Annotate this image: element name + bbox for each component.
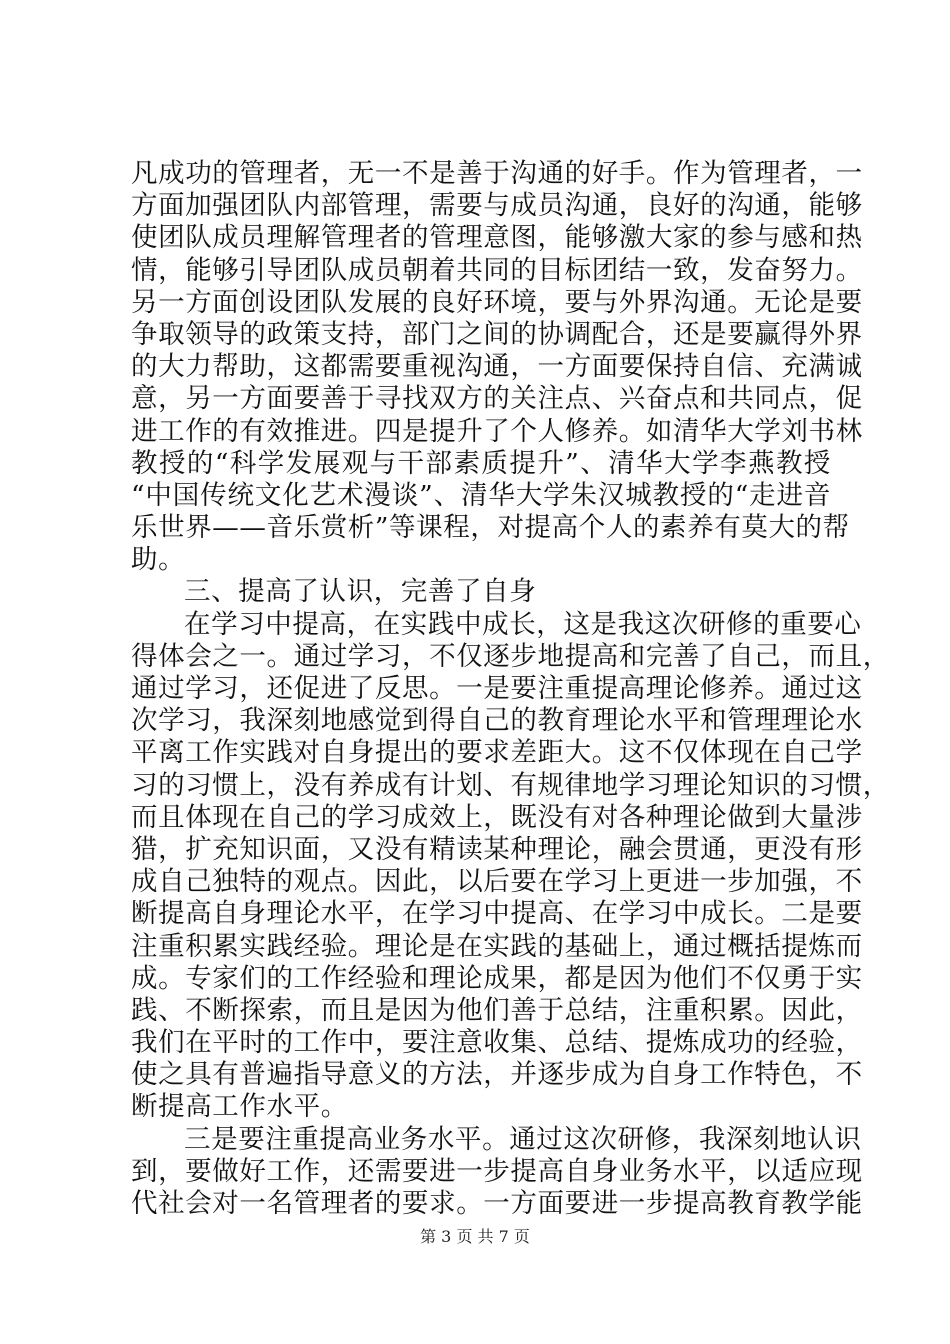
text-line: 的大力帮助，这都需要重视沟通，一方面要保持自信、充满诚 — [131, 351, 863, 383]
text-line: 断提高自身理论水平，在学习中提高、在学习中成长。二是要 — [131, 898, 863, 930]
text-line: 方面加强团队内部管理，需要与成员沟通，良好的沟通，能够 — [131, 190, 863, 222]
text-line: 助。 — [131, 544, 186, 576]
text-line: 乐世界——音乐赏析”等课程，对提高个人的素养有莫大的帮 — [131, 512, 850, 544]
text-line: 凡成功的管理者，无一不是善于沟通的好手。作为管理者，一 — [131, 158, 863, 189]
text-line: 到，要做好工作，还需要进一步提高自身业务水平，以适应现 — [131, 1155, 863, 1187]
text-line: 使之具有普遍指导意义的方法，并逐步成为自身工作特色，不 — [131, 1059, 863, 1091]
text-line: “中国传统文化艺术漫谈”、清华大学朱汉城教授的“走进音 — [131, 479, 831, 511]
text-line: 情，能够引导团队成员朝着共同的目标团结一致，发奋努力。 — [131, 254, 863, 286]
text-line: 三是要注重提高业务水平。通过这次研修，我深刻地认识 — [184, 1123, 862, 1155]
text-line: 猎，扩充知识面，又没有精读某种理论，融会贯通，更没有形 — [131, 833, 863, 865]
text-line: 意，另一方面要善于寻找双方的关注点、兴奋点和共同点，促 — [131, 383, 863, 415]
text-line: 使团队成员理解管理者的管理意图，能够激大家的参与感和热 — [131, 222, 863, 254]
text-line: 争取领导的政策支持，部门之间的协调配合，还是要赢得外界 — [131, 318, 863, 350]
text-line: 习的习惯上，没有养成有计划、有规律地学习理论知识的习惯， — [131, 769, 890, 801]
text-line: 成自己独特的观点。因此，以后要在学习上更进一步加强，不 — [131, 866, 863, 898]
text-line: 我们在平时的工作中，要注意收集、总结、提炼成功的经验， — [131, 1027, 863, 1059]
text-line: 次学习，我深刻地感觉到得自己的教育理论水平和管理理论水 — [131, 705, 863, 737]
text-line: 断提高工作水平。 — [131, 1091, 348, 1123]
text-line: 成。专家们的工作经验和理论成果，都是因为他们不仅勇于实 — [131, 962, 863, 994]
text-line: 教授的“科学发展观与干部素质提升”、清华大学李燕教授 — [131, 447, 831, 479]
text-line: 得体会之一。通过学习，不仅逐步地提高和完善了自己，而且， — [131, 640, 890, 672]
text-line: 代社会对一名管理者的要求。一方面要进一步提高教育教学能 — [131, 1188, 863, 1219]
text-line: 在学习中提高，在实践中成长，这是我这次研修的重要心 — [184, 608, 862, 640]
body-text — [131, 158, 890, 1220]
text-line: 另一方面创设团队发展的良好环境，要与外界沟通。无论是要 — [131, 286, 863, 318]
text-line: 践、不断探索，而且是因为他们善于总结，注重积累。因此， — [131, 994, 863, 1026]
page-footer: 第 3 页 共 7 页 — [420, 1227, 530, 1246]
text-line: 进工作的有效推进。四是提升了个人修养。如清华大学刘书林 — [131, 415, 863, 447]
text-line: 注重积累实践经验。理论是在实践的基础上，通过概括提炼而 — [131, 930, 863, 962]
text-line: 而且体现在自己的学习成效上，既没有对各种理论做到大量涉 — [131, 801, 863, 833]
text-line: 平离工作实践对自身提出的要求差距大。这不仅体现在自己学 — [131, 737, 863, 769]
text-line: 通过学习，还促进了反思。一是要注重提高理论修养。通过这 — [131, 673, 863, 704]
text-line: 三、提高了认识，完善了自身 — [184, 576, 537, 608]
